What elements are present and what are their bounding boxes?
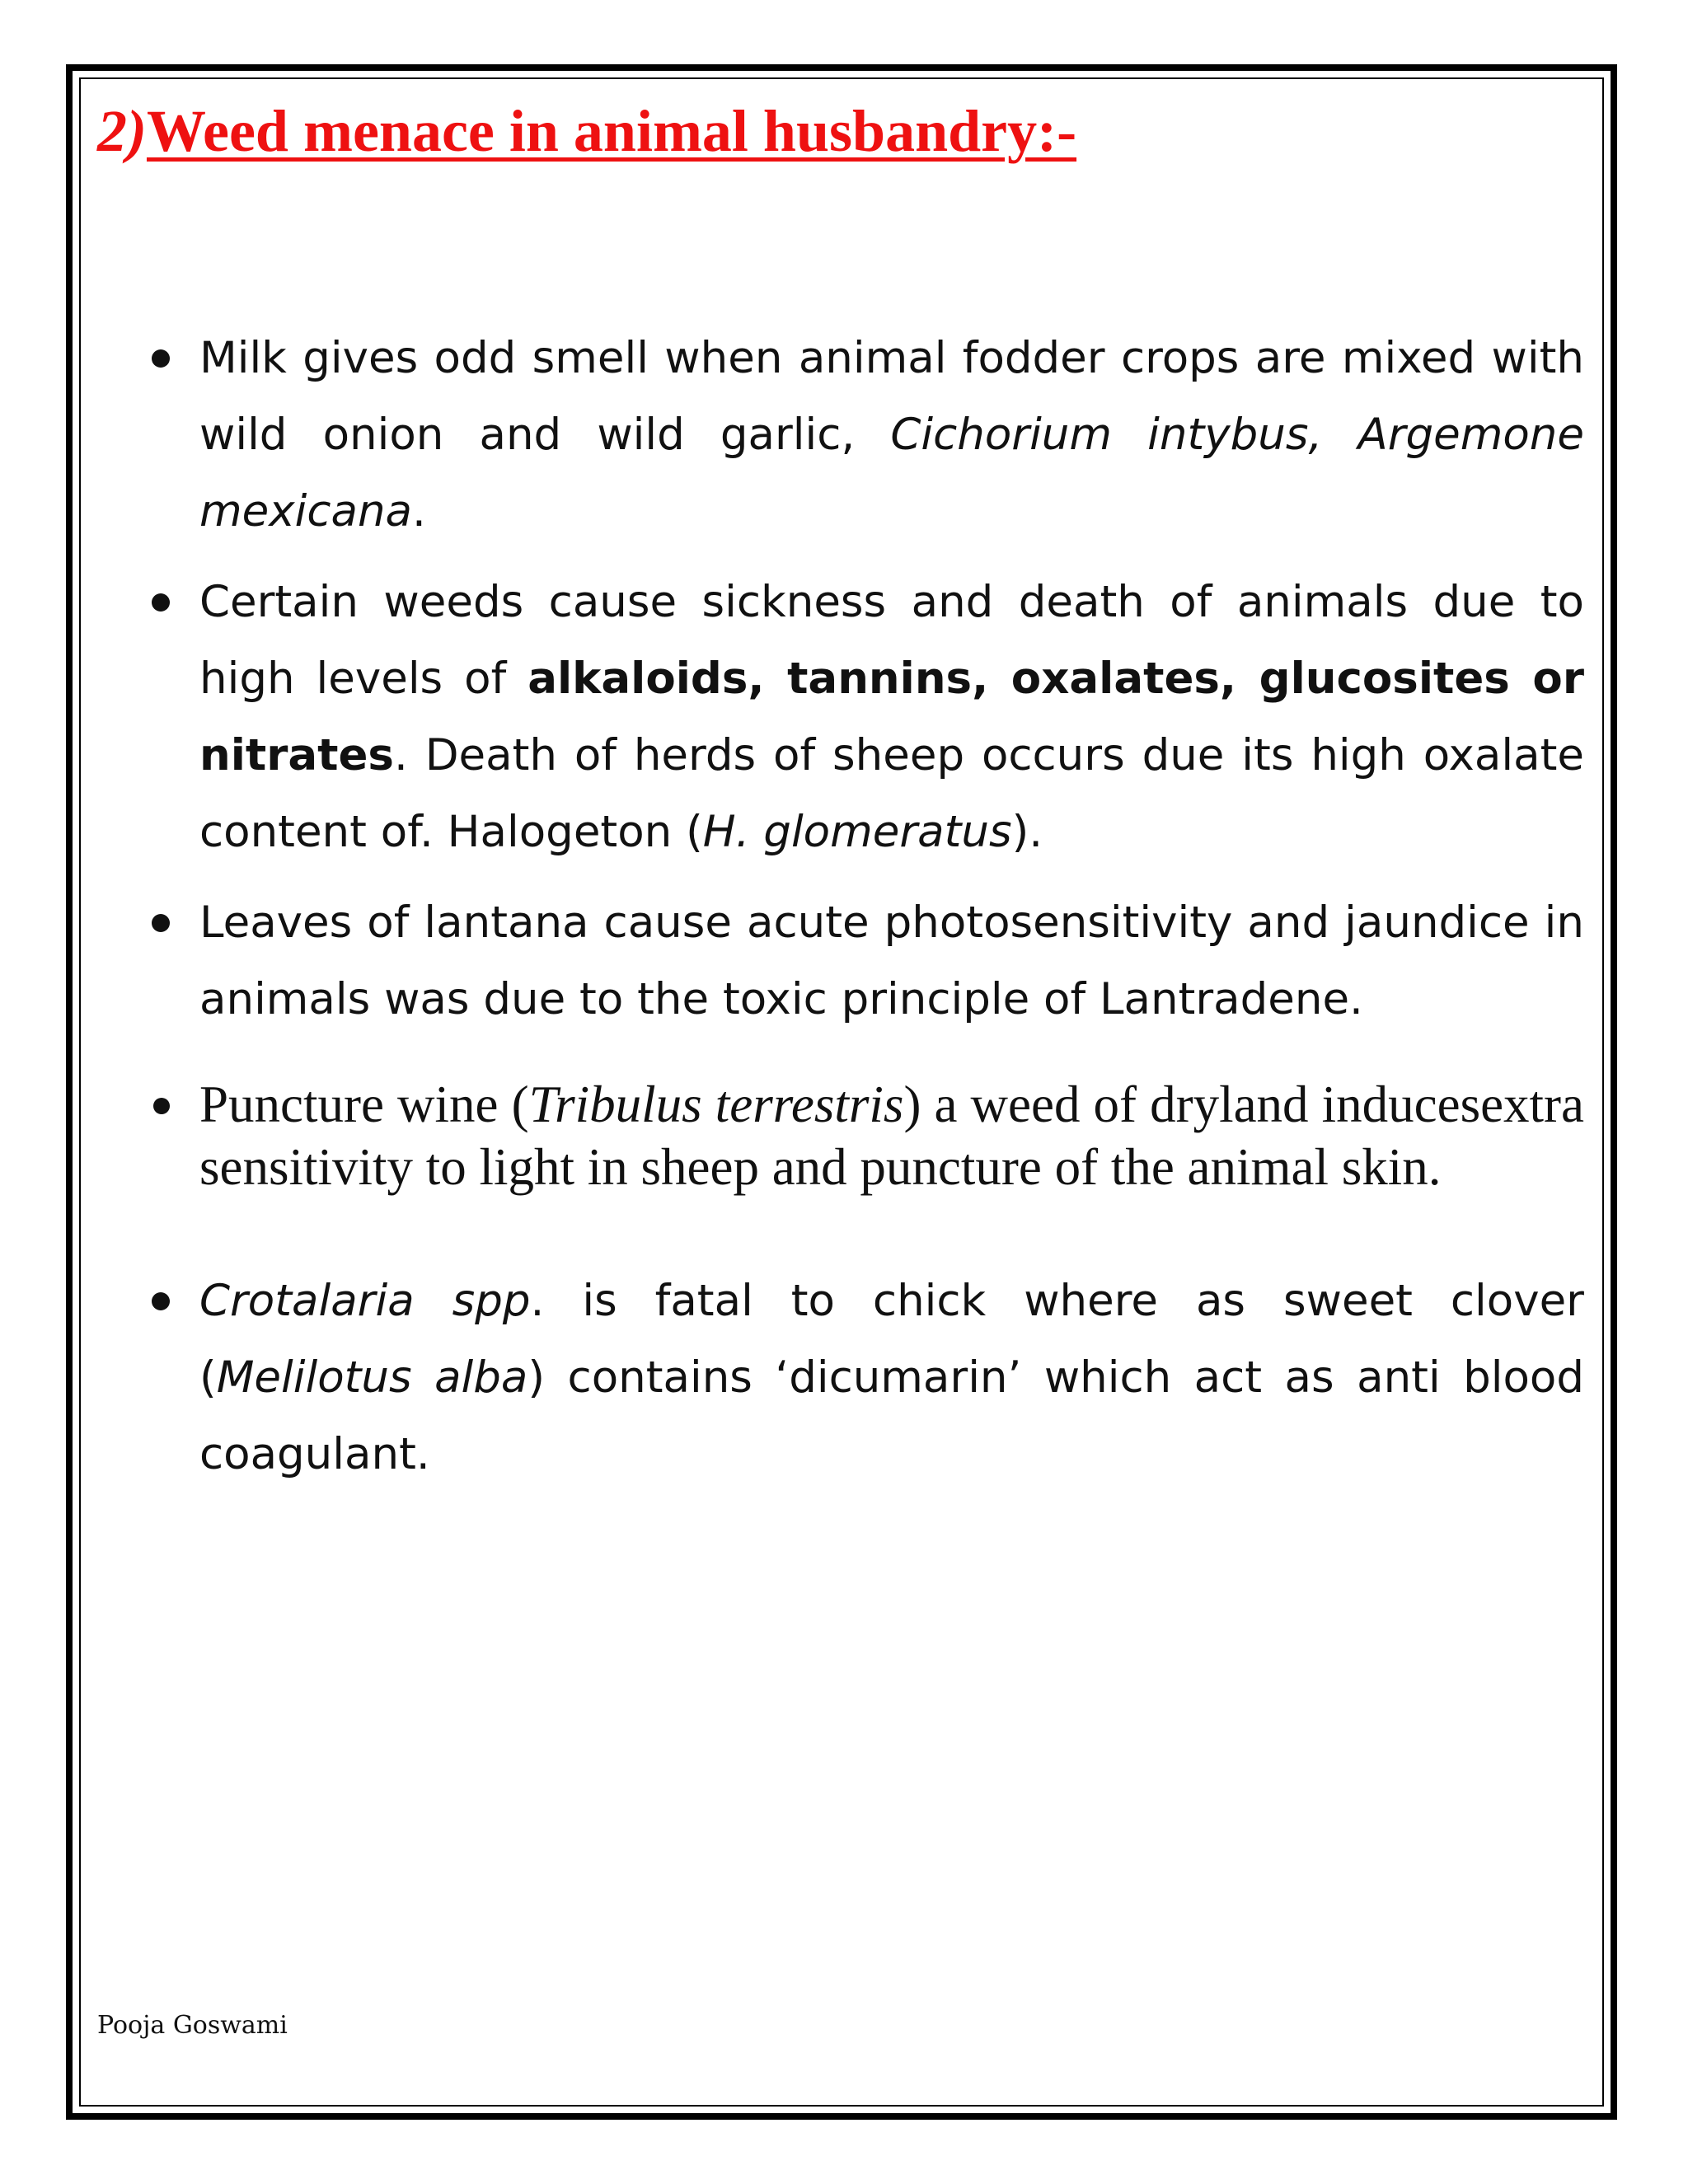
item-text: Puncture wine ( (199, 1076, 529, 1133)
bullet-icon (152, 593, 170, 612)
list-item (199, 564, 1584, 870)
footer-author: Pooja Goswami (97, 2011, 288, 2040)
bullet-icon (152, 914, 170, 932)
page-title (97, 97, 1076, 166)
bullet-icon (152, 1292, 170, 1310)
toxin-list: alkaloids, tannins, oxalates, glucosites or nitrates (199, 654, 1584, 780)
bullet-icon (153, 1098, 170, 1114)
species-name: H. glomeratus (702, 807, 1012, 857)
species-name: Melilotus alba (216, 1352, 528, 1403)
list-item (199, 884, 1584, 1038)
item-text: ) contains ‘dicumarin’ which act as anti blood coagulant. (199, 1352, 1585, 1479)
species-name: Crotalaria spp (199, 1276, 531, 1326)
item-text: Milk gives odd smell when animal fodder crops are mixed with wild onion and wild garlic, (199, 333, 1584, 460)
item-text: Leaves of lantana cause acute photosensitivity and jaundice in animals was due to the toxic principle of Lantradene. (199, 898, 1584, 1024)
list-item (199, 1263, 1584, 1493)
list-item (199, 320, 1584, 550)
item-text: . Death of herds of sheep occurs due its high oxalate content of. Halogeton ( (199, 730, 1584, 857)
title-text: Weed menace in animal husbandry:- (146, 98, 1077, 164)
item-text: . (412, 486, 426, 537)
species-name: Cichorium intybus, Argemone mexicana (199, 410, 1584, 537)
list-item (199, 1073, 1584, 1198)
item-text: ) a weed of dryland inducesextra sensitivity to light in sheep and puncture of the animal skin. (199, 1076, 1584, 1196)
item-text: . is fatal to chick where as sweet clover ( (199, 1276, 1584, 1403)
title-number: 2) (97, 98, 147, 164)
species-name: Tribulus terrestris (528, 1076, 904, 1133)
item-text: ). (1011, 807, 1043, 857)
item-text: Certain weeds cause sickness and death of animals due to high levels of (199, 577, 1584, 704)
bullet-icon (152, 349, 170, 368)
